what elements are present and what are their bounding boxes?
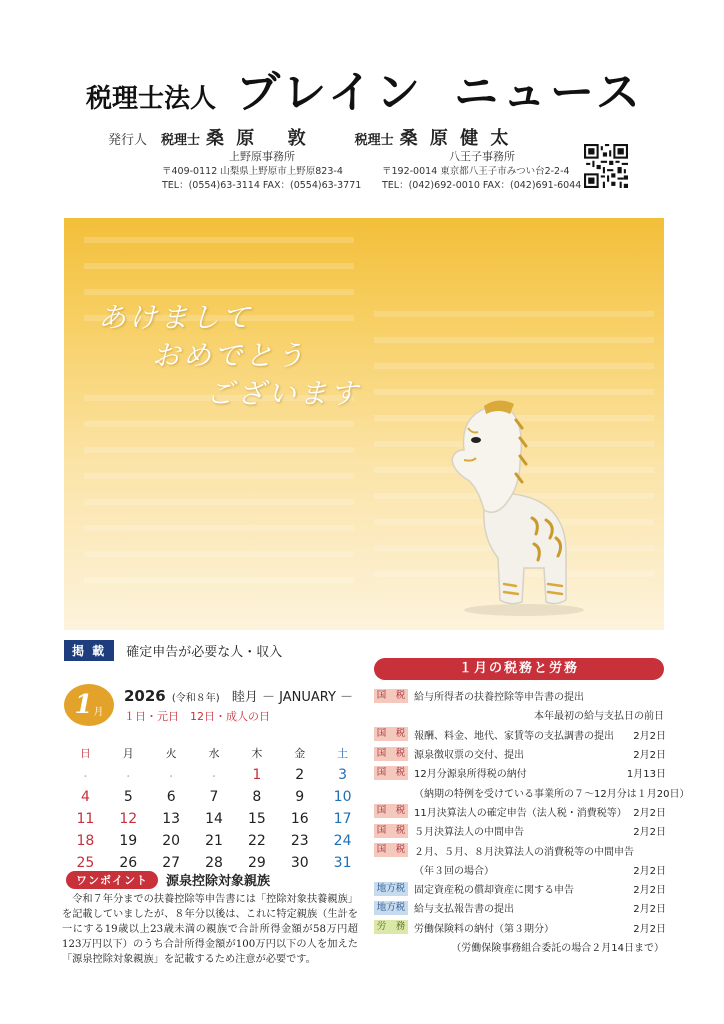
new-year-banner <box>64 218 664 630</box>
schedule-item-text: 固定資産税の償却資産に関する申告 <box>414 885 574 897</box>
schedule-category-tag <box>374 940 408 954</box>
schedule-item-text: ５月決算法人の中間申告 <box>414 827 524 839</box>
schedule-row <box>374 686 666 705</box>
one-point-header <box>66 870 270 889</box>
qr-code-icon[interactable] <box>584 144 628 188</box>
calendar-month-name: 睦月 － JANUARY － <box>231 690 354 705</box>
calendar-day: 2 <box>295 767 305 783</box>
schedule-item-date: 2月2日 <box>633 904 666 916</box>
weekday-fri: 金 <box>294 747 306 760</box>
one-point-body: 令和７年分までの扶養控除等申告書には「控除対象扶養親族」を記載していましたが、８年分以後は、これに特定親族（生計を一にする19歳以上23歳未満の親族で合計所得金額が58万円超123万円以下）のうち合計所得金額が100万円以下の人を加えた「源泉控除対象親族」を記載するため注意が必要です。 <box>62 894 358 965</box>
schedule-category-tag <box>374 862 408 876</box>
greeting-line-3: ございます <box>206 377 362 410</box>
schedule-title: １月の税務と労務 <box>374 658 664 680</box>
schedule-row <box>374 879 666 898</box>
horse-figurine-icon <box>424 388 594 618</box>
schedule-row <box>374 840 666 859</box>
calendar-day: 6 <box>166 789 176 805</box>
schedule-item-text: 11月決算法人の確定申告（法人税・消費税等） <box>414 807 627 819</box>
weekday-sun: 日 <box>79 747 91 760</box>
schedule-row <box>374 802 666 821</box>
schedule-item-date: 2月2日 <box>633 807 666 819</box>
weekday-thu: 木 <box>251 747 263 760</box>
calendar-week-4 <box>64 830 364 852</box>
weekday-tue: 火 <box>165 747 177 760</box>
calendar-day: 14 <box>205 811 223 827</box>
calendar-week-3 <box>64 808 364 830</box>
title-main-2: ニュース <box>454 67 644 118</box>
person-name: 桑 原 健 太 <box>399 128 512 149</box>
calendar-day: 25 <box>76 855 95 871</box>
schedule-item-date: 1月13日 <box>626 769 666 781</box>
greeting-line-1: あけまして <box>98 301 254 334</box>
feature-tag: 掲 載 <box>64 640 114 661</box>
calendar-day: 21 <box>205 833 223 849</box>
schedule-item-date: 2月2日 <box>633 730 666 742</box>
schedule-category-tag: 国 税 <box>374 804 408 818</box>
schedule-item-date: （労働保険事務組合委託の場合２月14日まで） <box>451 943 664 954</box>
calendar-week-2 <box>64 786 364 808</box>
schedule-row <box>374 744 666 763</box>
calendar-day: 15 <box>247 811 266 827</box>
schedule-item-text: ２月、５月、８月決算法人の消費税等の中間申告 <box>414 846 634 858</box>
calendar-day: 26 <box>119 855 138 871</box>
calendar-day: 3 <box>338 767 348 783</box>
schedule-item-date: 2月2日 <box>633 827 666 839</box>
schedule-item-date: 2月2日 <box>633 865 666 877</box>
schedule-category-tag: 国 税 <box>374 727 408 741</box>
office-hachioji <box>382 150 582 193</box>
office-address: 〒409-0112 山梨県上野原市上野原823-4 <box>162 166 343 177</box>
schedule-item-text: 源泉徴収票の交付、提出 <box>414 750 524 762</box>
calendar-day: 4 <box>80 789 90 805</box>
office-phone: TEL：(042)692-0010 FAX：(042)691-6044 <box>382 180 582 191</box>
schedule-row <box>374 937 666 956</box>
office-name: 八王子事務所 <box>449 150 515 163</box>
schedule-row <box>374 918 666 937</box>
feature-text: 確定申告が必要な人・収入 <box>126 645 283 660</box>
one-point-title: 源泉控除対象親族 <box>166 874 271 889</box>
calendar-day: 23 <box>290 833 309 849</box>
schedule-category-tag <box>374 785 408 799</box>
calendar-day: 27 <box>162 855 181 871</box>
publisher-person-1 <box>161 124 309 150</box>
schedule-category-tag: 労 務 <box>374 920 408 934</box>
weekday-wed: 水 <box>208 747 220 760</box>
person-name: 桑 原 敦 <box>206 128 309 149</box>
calendar-day: 22 <box>247 833 266 849</box>
calendar-day: 8 <box>252 789 262 805</box>
weekday-sat: 土 <box>337 747 349 760</box>
calendar-grid <box>64 742 364 874</box>
office-name: 上野原事務所 <box>229 150 295 163</box>
month-badge <box>64 684 114 726</box>
office-phone: TEL：(0554)63-3114 FAX：(0554)63-3771 <box>162 180 362 191</box>
person-title: 税理士 <box>161 133 201 148</box>
office-address: 〒192-0014 東京都八王子市みつい台2-2-4 <box>382 166 570 177</box>
schedule-item-text: 12月分源泉所得税の納付 <box>414 769 527 781</box>
calendar-day: 24 <box>333 833 352 849</box>
calendar-weekday-row <box>64 742 364 764</box>
calendar-holidays: １日・元日 12日・成人の日 <box>124 710 270 723</box>
schedule-category-tag <box>374 708 408 722</box>
calendar-year-line <box>124 686 353 705</box>
calendar-day: ・ <box>80 771 91 783</box>
weekday-mon: 月 <box>122 747 134 760</box>
newsletter-header <box>0 0 724 210</box>
title-prefix: 税理士法人 <box>86 84 217 114</box>
feature-line <box>64 640 282 661</box>
calendar-week-1 <box>64 764 364 786</box>
schedule-category-tag: 地方税 <box>374 882 408 896</box>
office-uenohara <box>162 150 362 193</box>
calendar-day: 12 <box>119 811 138 827</box>
schedule-row <box>374 821 666 840</box>
schedule-category-tag: 国 税 <box>374 843 408 857</box>
calendar-day: 20 <box>162 833 181 849</box>
schedule-category-tag: 国 税 <box>374 824 408 838</box>
calendar-day: ・ <box>209 771 219 783</box>
schedule-item-text: （納期の特例を受けている事業所の７～12月分は１月20日） <box>414 788 690 800</box>
schedule-row <box>374 705 666 724</box>
schedule-item-text: 給与所得者の扶養控除等申告書の提出 <box>414 692 584 704</box>
schedule-category-tag: 国 税 <box>374 747 408 761</box>
schedule-row <box>374 725 666 744</box>
calendar-header <box>64 684 364 730</box>
schedule-item-date: 2月2日 <box>633 750 666 762</box>
calendar-day: 19 <box>119 833 138 849</box>
month-unit: 月 <box>93 706 104 718</box>
calendar-day: 11 <box>76 811 95 827</box>
calendar-day: 28 <box>205 855 223 871</box>
schedule-row <box>374 763 666 782</box>
schedule-list <box>374 686 690 956</box>
schedule-row <box>374 782 690 801</box>
title-main-1: ブレイン <box>236 67 425 118</box>
schedule-item-text: 労働保険料の納付（第３期分） <box>414 923 554 935</box>
calendar-day: 7 <box>209 789 219 805</box>
calendar-era: (令和８年) <box>171 693 220 704</box>
calendar-day: 17 <box>333 811 352 827</box>
schedule-category-tag: 地方税 <box>374 901 408 915</box>
calendar-day: 29 <box>247 855 266 871</box>
calendar-day: ・ <box>166 771 177 783</box>
calendar-day: 9 <box>295 789 305 805</box>
greeting-line-2: おめでとう <box>152 339 308 372</box>
person-title: 税理士 <box>354 133 394 148</box>
calendar-day: 30 <box>290 855 309 871</box>
schedule-row <box>374 860 666 879</box>
calendar-day: 18 <box>76 833 95 849</box>
calendar-day: 16 <box>290 811 309 827</box>
calendar-day: 1 <box>252 767 262 783</box>
schedule-item-text: （年３回の場合） <box>414 865 494 877</box>
calendar-day: 31 <box>333 855 352 871</box>
month-number: 1 <box>74 690 93 720</box>
schedule-item-text: 給与支払報告書の提出 <box>414 904 514 916</box>
calendar-day: 5 <box>123 789 133 805</box>
schedule-category-tag: 国 税 <box>374 766 408 780</box>
publisher-person-2 <box>355 124 512 150</box>
schedule-item-text: 報酬、料金、地代、家賃等の支払調書の提出 <box>414 730 614 742</box>
schedule-item-date: 2月2日 <box>633 923 666 935</box>
schedule-item-date: 本年最初の給与支払日の前日 <box>534 711 664 723</box>
one-point-tag: ワンポイント <box>66 871 158 889</box>
newsletter-title <box>86 56 644 120</box>
schedule-category-tag: 国 税 <box>374 689 408 703</box>
publisher-line <box>108 124 557 150</box>
schedule-item-date: 2月2日 <box>633 885 666 897</box>
calendar-year: 2026 <box>124 687 166 705</box>
calendar-day: 10 <box>333 789 352 805</box>
calendar-day: 13 <box>162 811 181 827</box>
publisher-label: 発行人 <box>108 133 148 148</box>
schedule-row <box>374 898 666 917</box>
calendar-day: ・ <box>123 771 134 783</box>
